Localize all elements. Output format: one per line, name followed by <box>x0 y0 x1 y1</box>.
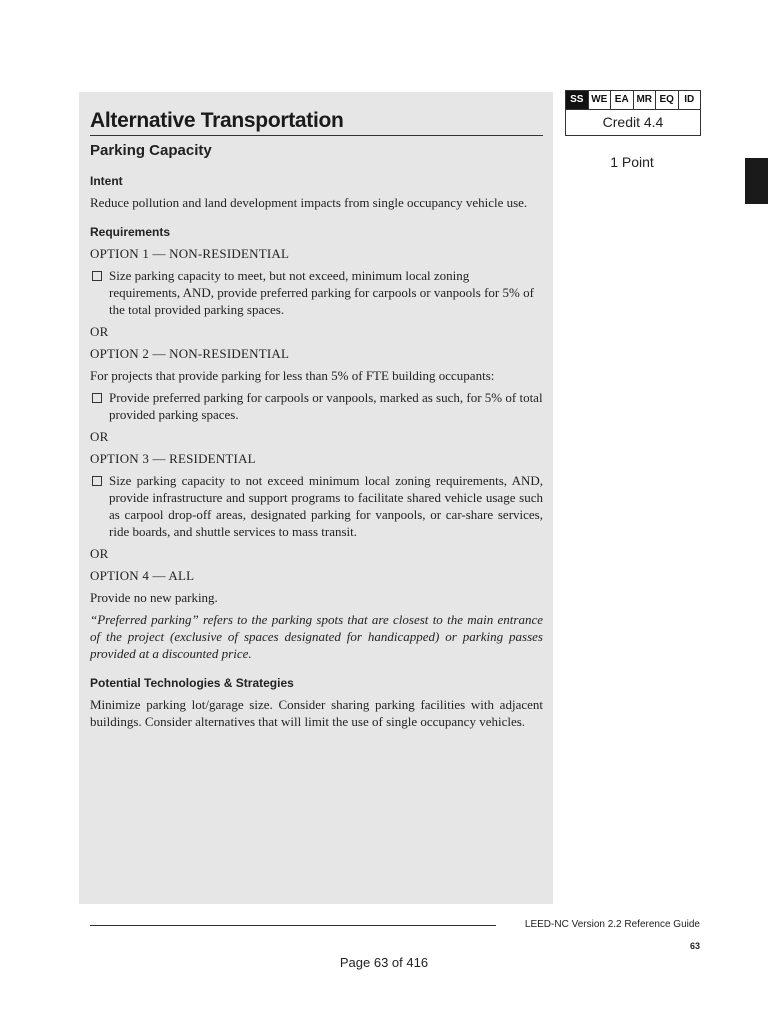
option-2-item <box>90 389 543 423</box>
intent-text: Reduce pollution and land development impacts from single occupancy vehicle use. <box>90 195 528 210</box>
footer-guide-title: LEED-NC Version 2.2 Reference Guide <box>524 919 700 930</box>
section-edge-tab <box>745 158 768 204</box>
option-4-text: Provide no new parking. <box>90 590 218 605</box>
category-tabs <box>566 91 700 110</box>
tab-mr: MR <box>634 91 657 109</box>
page-indicator: Page 63 of 416 <box>339 955 429 970</box>
intent-heading: Intent <box>90 174 123 188</box>
checkbox-icon <box>92 393 102 403</box>
preferred-parking-note: “Preferred parking” refers to the parking spots that are closest to the main entrance of the project (exclusive of spaces designated for handicapped) or parking passes provided at a discounted price. <box>90 612 543 661</box>
credit-number: Credit 4.4 <box>602 114 664 130</box>
strategies-text: Minimize parking lot/garage size. Consider sharing parking facilities with adjacent buildings. Consider alternatives that will limit the use of single occupancy vehicles. <box>90 697 543 729</box>
tab-we: WE <box>589 91 612 109</box>
page-title: Alternative Transportation <box>90 108 543 136</box>
credit-points: 1 Point <box>610 154 654 170</box>
or-separator: OR <box>90 429 109 444</box>
or-separator: OR <box>90 546 109 561</box>
tab-eq: EQ <box>656 91 679 109</box>
requirements-heading: Requirements <box>90 225 171 239</box>
option-1-text: Size parking capacity to meet, but not exceed, minimum local zoning requirements, AND, provide preferred parking for carpools or vanpools for 5% of the total provided parking spaces. <box>109 268 534 317</box>
option-1-item <box>90 267 543 318</box>
checkbox-icon <box>92 271 102 281</box>
credit-category-box <box>565 90 701 136</box>
option-3-text: Size parking capacity to not exceed minimum local zoning requirements, AND, provide infrastructure and support programs to facilitate shared vehicle usage such as carpool drop-off areas, designated parking for vanpools, or car-share services, ride boards, and shuttle services to mass transit. <box>109 473 543 539</box>
tab-id: ID <box>684 94 695 105</box>
option-3-label: OPTION 3 — RESIDENTIAL <box>90 451 256 466</box>
option-1-label: OPTION 1 — NON-RESIDENTIAL <box>90 246 290 261</box>
page-subtitle: Parking Capacity <box>90 142 212 159</box>
option-3-item <box>90 472 543 540</box>
option-2-intro: For projects that provide parking for less than 5% of FTE building occupants: <box>90 368 495 383</box>
footer-rule <box>90 925 496 926</box>
tab-ss: SS <box>566 91 589 109</box>
credit-content <box>90 108 543 730</box>
option-2-text: Provide preferred parking for carpools or vanpools, marked as such, for 5% of total provided parking spaces. <box>109 390 543 422</box>
tab-ea: EA <box>611 91 634 109</box>
option-2-label: OPTION 2 — NON-RESIDENTIAL <box>90 346 290 361</box>
footer-page-number: 63 <box>689 941 700 951</box>
or-separator: OR <box>90 324 109 339</box>
strategies-heading: Potential Technologies & Strategies <box>90 676 294 690</box>
checkbox-icon <box>92 476 102 486</box>
option-4-label: OPTION 4 — ALL <box>90 568 195 583</box>
